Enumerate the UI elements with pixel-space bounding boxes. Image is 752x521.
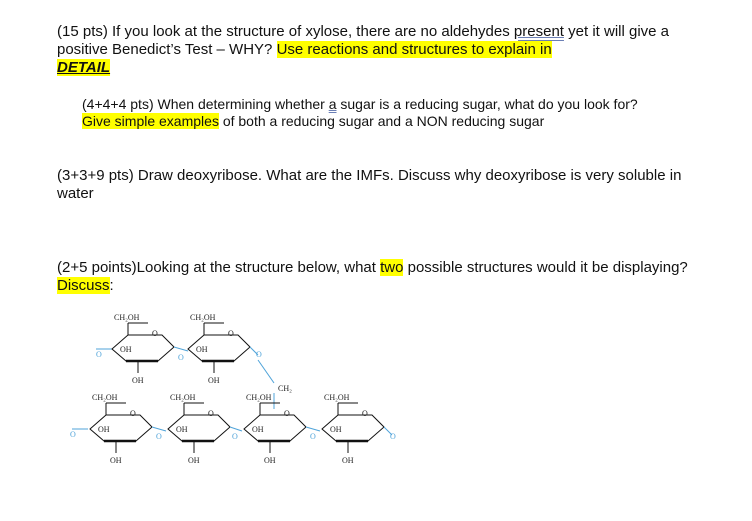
oh-label: OH (98, 425, 110, 434)
question-1 (57, 23, 697, 77)
oh-label: OH (330, 425, 342, 434)
ch2oh-label: CH₂OH (170, 393, 196, 402)
linkage-oxygen-label: O (232, 432, 238, 441)
oh-label: OH (196, 345, 208, 354)
oh-label: OH (132, 376, 144, 385)
oh-label: OH (208, 376, 220, 385)
ch2-label: CH₂ (278, 384, 292, 393)
linkage-oxygen-label: O (256, 350, 262, 359)
oh-label: OH (188, 456, 200, 465)
ch2oh-label: CH₂OH (114, 313, 140, 322)
question-3: (3+3+9 pts) Draw deoxyribose. What are the IMFs. Discuss why deoxyribose is very soluble in water (57, 167, 682, 202)
q1-text-2: yet it will give a positive Benedict’s Test – WHY? (57, 23, 670, 58)
glycosidic-bond (174, 347, 188, 351)
linkage-oxygen-label: O (156, 432, 162, 441)
q4-discuss: Discuss (57, 277, 110, 294)
oh-label: OH (110, 456, 122, 465)
q2-text-3: of both a reducing sugar and a NON reducing sugar (218, 113, 545, 129)
glycosidic-bond (306, 427, 320, 431)
oh-label: OH (264, 456, 276, 465)
ring-oxygen-label: O (152, 329, 158, 338)
glycogen-structure-diagram (60, 305, 660, 485)
ch2oh-label: CH₂OH (246, 393, 272, 402)
q2-text-2: sugar is a reducing sugar, what do you look for? (336, 96, 638, 112)
q4-two: two (380, 259, 404, 276)
ring-oxygen-label: O (208, 409, 214, 418)
q1-present: present (513, 23, 564, 40)
linkage-oxygen-label: O (310, 432, 316, 441)
q2-highlight: Give simple examples (82, 113, 219, 129)
oh-label: OH (252, 425, 264, 434)
ch2oh-label: CH₂OH (324, 393, 350, 402)
ring-oxygen-label: O (362, 409, 368, 418)
q4-colon: : (109, 277, 114, 294)
ch2oh-label: CH₂OH (190, 313, 216, 322)
q1-highlight: Use reactions and structures to explain in (276, 41, 552, 58)
q4-text-2: possible structures would it be displaying? (403, 259, 688, 276)
linkage-oxygen-label: O (70, 430, 76, 439)
ch2oh-label: CH₂OH (92, 393, 118, 402)
q1-detail: DETAIL (57, 59, 111, 76)
q2-a: a (328, 96, 337, 112)
linkage-oxygen-label: O (390, 432, 396, 441)
oh-label: OH (342, 456, 354, 465)
glycosidic-bond (258, 360, 274, 383)
ring-oxygen-label: O (130, 409, 136, 418)
q1-text: (15 pts) If you look at the structure of xylose, there are no aldehydes (57, 23, 514, 40)
q4-text: (2+5 points)Looking at the structure below, what (57, 259, 381, 276)
oh-label: OH (176, 425, 188, 434)
ring-oxygen-label: O (284, 409, 290, 418)
linkage-oxygen-label: O (96, 350, 102, 359)
ring-oxygen-label: O (228, 329, 234, 338)
question-2 (82, 96, 702, 130)
question-4 (57, 259, 697, 295)
glycosidic-bond (152, 427, 166, 431)
oh-label: OH (120, 345, 132, 354)
linkage-oxygen-label: O (178, 353, 184, 362)
glycosidic-bond (230, 427, 242, 431)
q2-text: (4+4+4 pts) When determining whether (82, 96, 329, 112)
